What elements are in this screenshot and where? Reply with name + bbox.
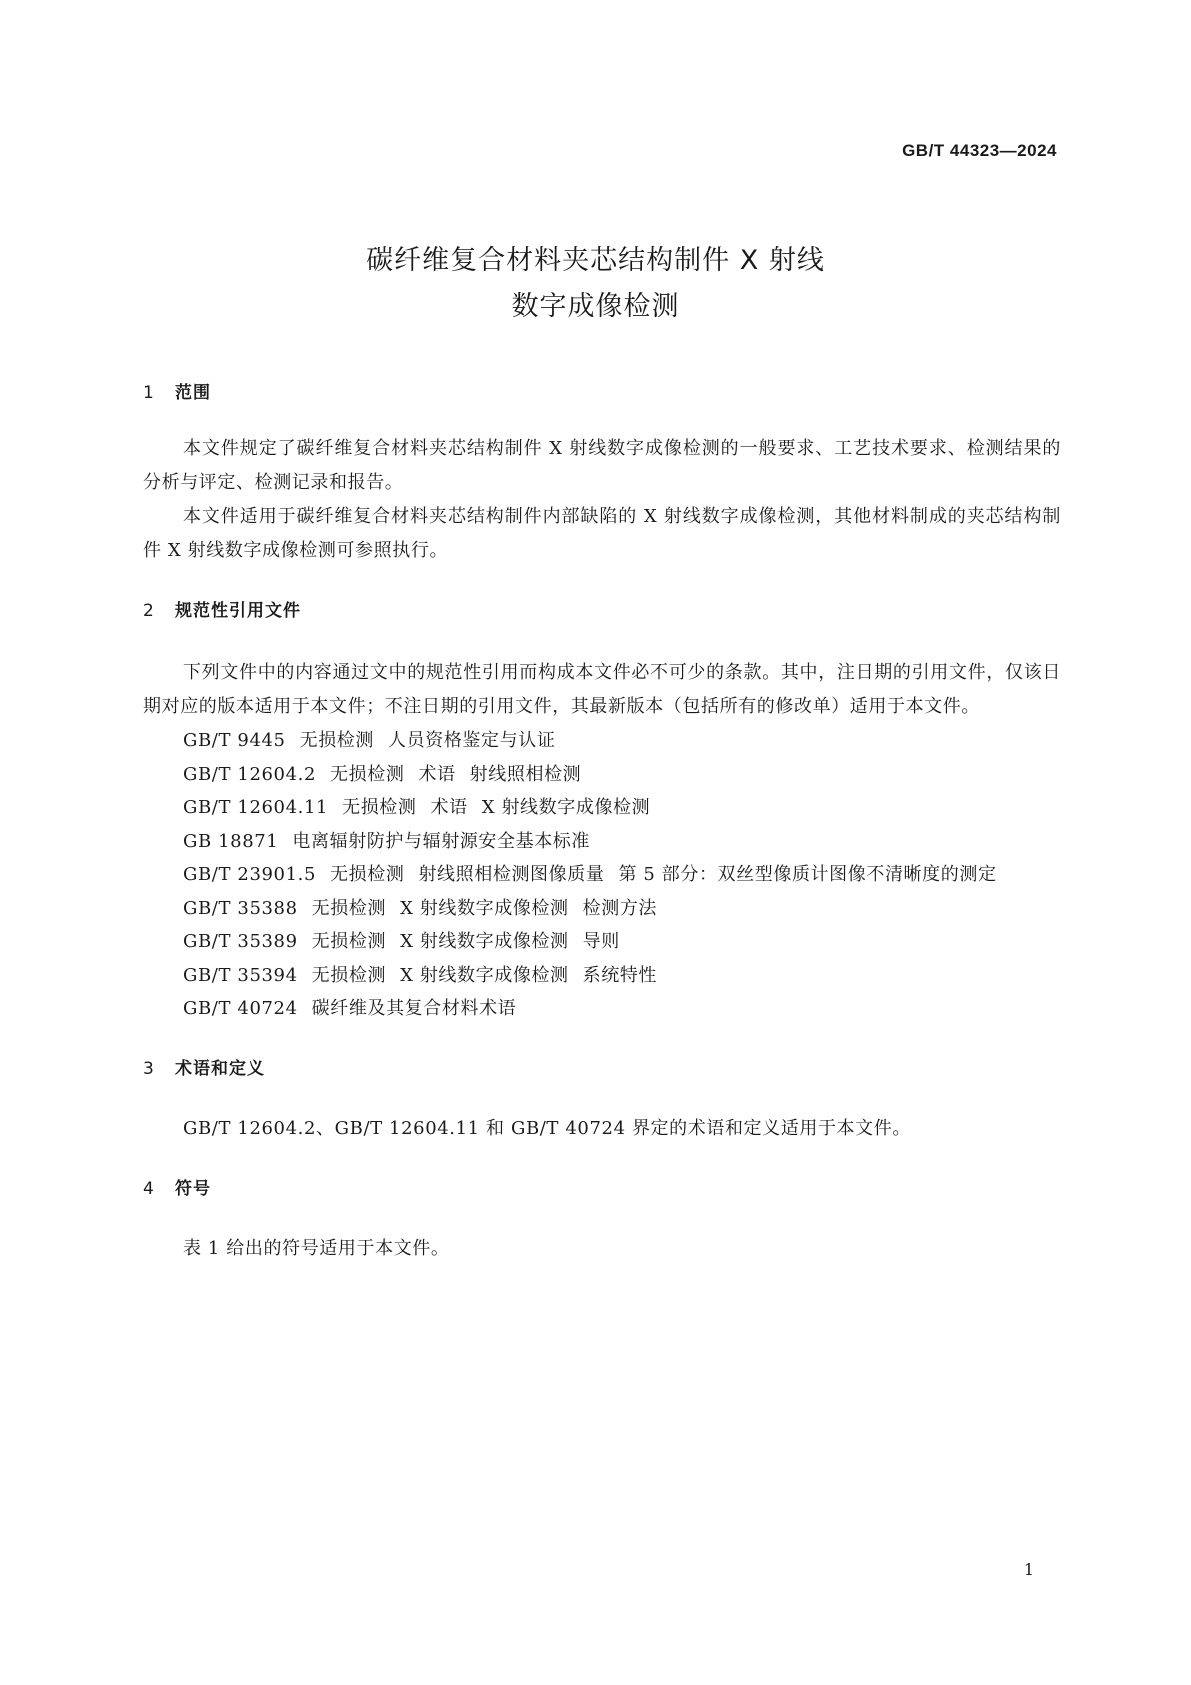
reference-part: 无损检测 [330, 763, 405, 785]
section-number: 3 [143, 1058, 155, 1079]
title-line-2: 数字成像检测 [511, 291, 680, 322]
section-title: 范围 [175, 383, 211, 403]
reference-part: X 射线数字成像检测 [400, 964, 569, 986]
reference-code: GB/T 40724 [183, 998, 298, 1019]
section-heading-symbols [143, 1176, 1061, 1202]
reference-part: X 射线数字成像检测 [481, 797, 651, 818]
reference-code: GB/T 12604.11 [183, 797, 329, 818]
reference-part: 无损检测 [311, 897, 387, 919]
reference-part: 导则 [582, 931, 620, 952]
title-line-1: 碳纤维复合材料夹芯结构制件 X 射线 [366, 245, 825, 276]
document-body [143, 380, 1061, 1266]
section-title: 符号 [175, 1178, 211, 1199]
section-heading-scope [143, 380, 1061, 406]
reference-part: 术语 [418, 763, 456, 785]
reference-item [143, 925, 1061, 959]
section-heading-terms [143, 1056, 1061, 1082]
reference-part: 射线照相检测图像质量 [418, 864, 605, 885]
reference-item [143, 758, 1061, 792]
paragraph: 本文件适用于碳纤维复合材料夹芯结构制件内部缺陷的 X 射线数字成像检测，其他材料制成的夹芯结构制件 X 射线数字成像检测可参照执行。 [143, 506, 1061, 561]
reference-part: 无损检测 [311, 931, 387, 952]
reference-part: 无损检测 [342, 797, 417, 818]
reference-part: 碳纤维及其复合材料术语 [311, 998, 517, 1019]
reference-item [143, 791, 1061, 825]
reference-item [143, 858, 1061, 892]
reference-part: 电离辐射防护与辐射源安全基本标准 [292, 830, 590, 852]
reference-code: GB/T 35394 [183, 964, 298, 986]
reference-code: GB/T 35388 [183, 897, 298, 919]
reference-code: GB/T 12604.2 [183, 763, 317, 785]
reference-item [143, 825, 1061, 859]
paragraph: 下列文件中的内容通过文中的规范性引用而构成本文件必不可少的条款。其中，注日期的引用文件，仅该日期对应的版本适用于本文件；不注日期的引用文件，其最新版本（包括所有的修改单）适用于本文件。 [143, 662, 1061, 717]
reference-part: 术语 [430, 797, 468, 818]
paragraph: GB/T 12604.2、GB/T 12604.11 和 GB/T 40724 界定的术语和定义适用于本文件。 [183, 1117, 911, 1139]
reference-code: GB/T 9445 [183, 730, 286, 751]
reference-code: GB/T 35389 [183, 931, 298, 952]
reference-part: 无损检测 [299, 730, 375, 751]
paragraph: 本文件规定了碳纤维复合材料夹芯结构制件 X 射线数字成像检测的一般要求、工艺技术要求、检测结果的分析与评定、检测记录和报告。 [143, 438, 1061, 493]
reference-item [143, 724, 1061, 758]
reference-item [143, 959, 1061, 993]
reference-part: 人员资格鉴定与认证 [388, 730, 556, 751]
reference-item [143, 892, 1061, 926]
reference-code: GB/T 23901.5 [183, 864, 317, 885]
reference-part: X 射线数字成像检测 [400, 931, 569, 952]
paragraph: 表 1 给出的符号适用于本文件。 [183, 1237, 450, 1259]
document-title [0, 238, 1191, 330]
reference-part: 第 5 部分：双丝型像质计图像不清晰度的测定 [618, 864, 997, 885]
reference-part: 检测方法 [582, 897, 658, 919]
section-number: 4 [143, 1178, 155, 1199]
section-title: 规范性引用文件 [175, 601, 301, 621]
reference-part: 无损检测 [330, 864, 405, 885]
page-number: 1 [1023, 1560, 1034, 1579]
section-number: 1 [143, 383, 155, 403]
reference-part: 系统特性 [582, 964, 658, 986]
section-title: 术语和定义 [175, 1058, 265, 1079]
standard-code: GB/T 44323—2024 [902, 141, 1057, 160]
reference-part: 无损检测 [311, 964, 387, 986]
section-heading-normative-references [143, 598, 1061, 624]
reference-part: X 射线数字成像检测 [400, 897, 569, 919]
reference-item [143, 992, 1061, 1026]
reference-code: GB 18871 [183, 830, 279, 852]
reference-part: 射线照相检测 [469, 763, 582, 785]
section-number: 2 [143, 601, 155, 621]
